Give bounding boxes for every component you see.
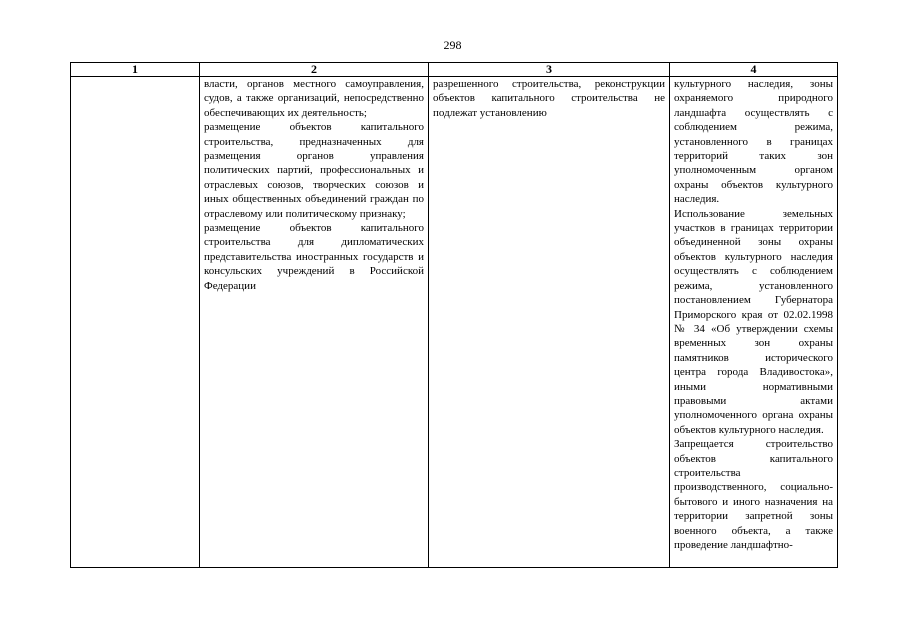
column-header-3: 3	[429, 63, 670, 77]
table-cell-col1	[71, 77, 200, 568]
table-header-row	[71, 63, 838, 77]
permitted-use-paragraph: власти, органов местного самоуправления, судов, а также организаций, непосредственно обеспечивающих их деятельность;	[204, 78, 424, 119]
parameters-paragraph: разрешенного строительства, реконструкции объектов капитального строительства не подлежат установлению	[433, 78, 665, 119]
restrictions-paragraph: культурного наследия, зоны охраняемого природного ландшафта осуществлять с соблюдением режима, установленного в границах территорий таких зон уполномоченным органом охраны объектов культурного наследия.	[674, 78, 833, 206]
column-header-1: 1	[71, 63, 200, 77]
restrictions-paragraph: Запрещается строительство объектов капитального строительства производственного, социально-бытового и иного назначения на территории запретной зоны военного объекта, а также проведение ландшафтно-	[674, 438, 833, 551]
table-cell-col4	[670, 77, 838, 568]
page-number: 298	[443, 38, 462, 52]
restrictions-paragraph: Использование земельных участков в границах территории объединенной зоны охраны объектов культурного наследия осуществлять с соблюдением режима, установленного постановлением Губернатора Приморского края от 02.02.1998 № 34 «Об утверждении схемы временных зон охраны памятников исторического центра города Владивостока», иными нормативными правовыми актами уполномоченного органа охраны объектов культурного наследия.	[674, 207, 833, 436]
table-row	[71, 77, 838, 568]
table-cell-col2	[200, 77, 429, 568]
table-cell-col3	[429, 77, 670, 568]
permitted-use-paragraph: размещение объектов капитального строительства для дипломатических представительства иностранных государств и консульских учреждений в Российской Федерации	[204, 222, 424, 292]
regulation-table	[70, 62, 838, 568]
permitted-use-paragraph: размещение объектов капитального строительства, предназначенных для размещения органов управления политических партий, профессиональных и отраслевых союзов, творческих союзов и иных общественных объединений граждан по отраслевому или политическому признаку;	[204, 121, 424, 220]
column-header-4: 4	[670, 63, 838, 77]
column-header-2: 2	[200, 63, 429, 77]
